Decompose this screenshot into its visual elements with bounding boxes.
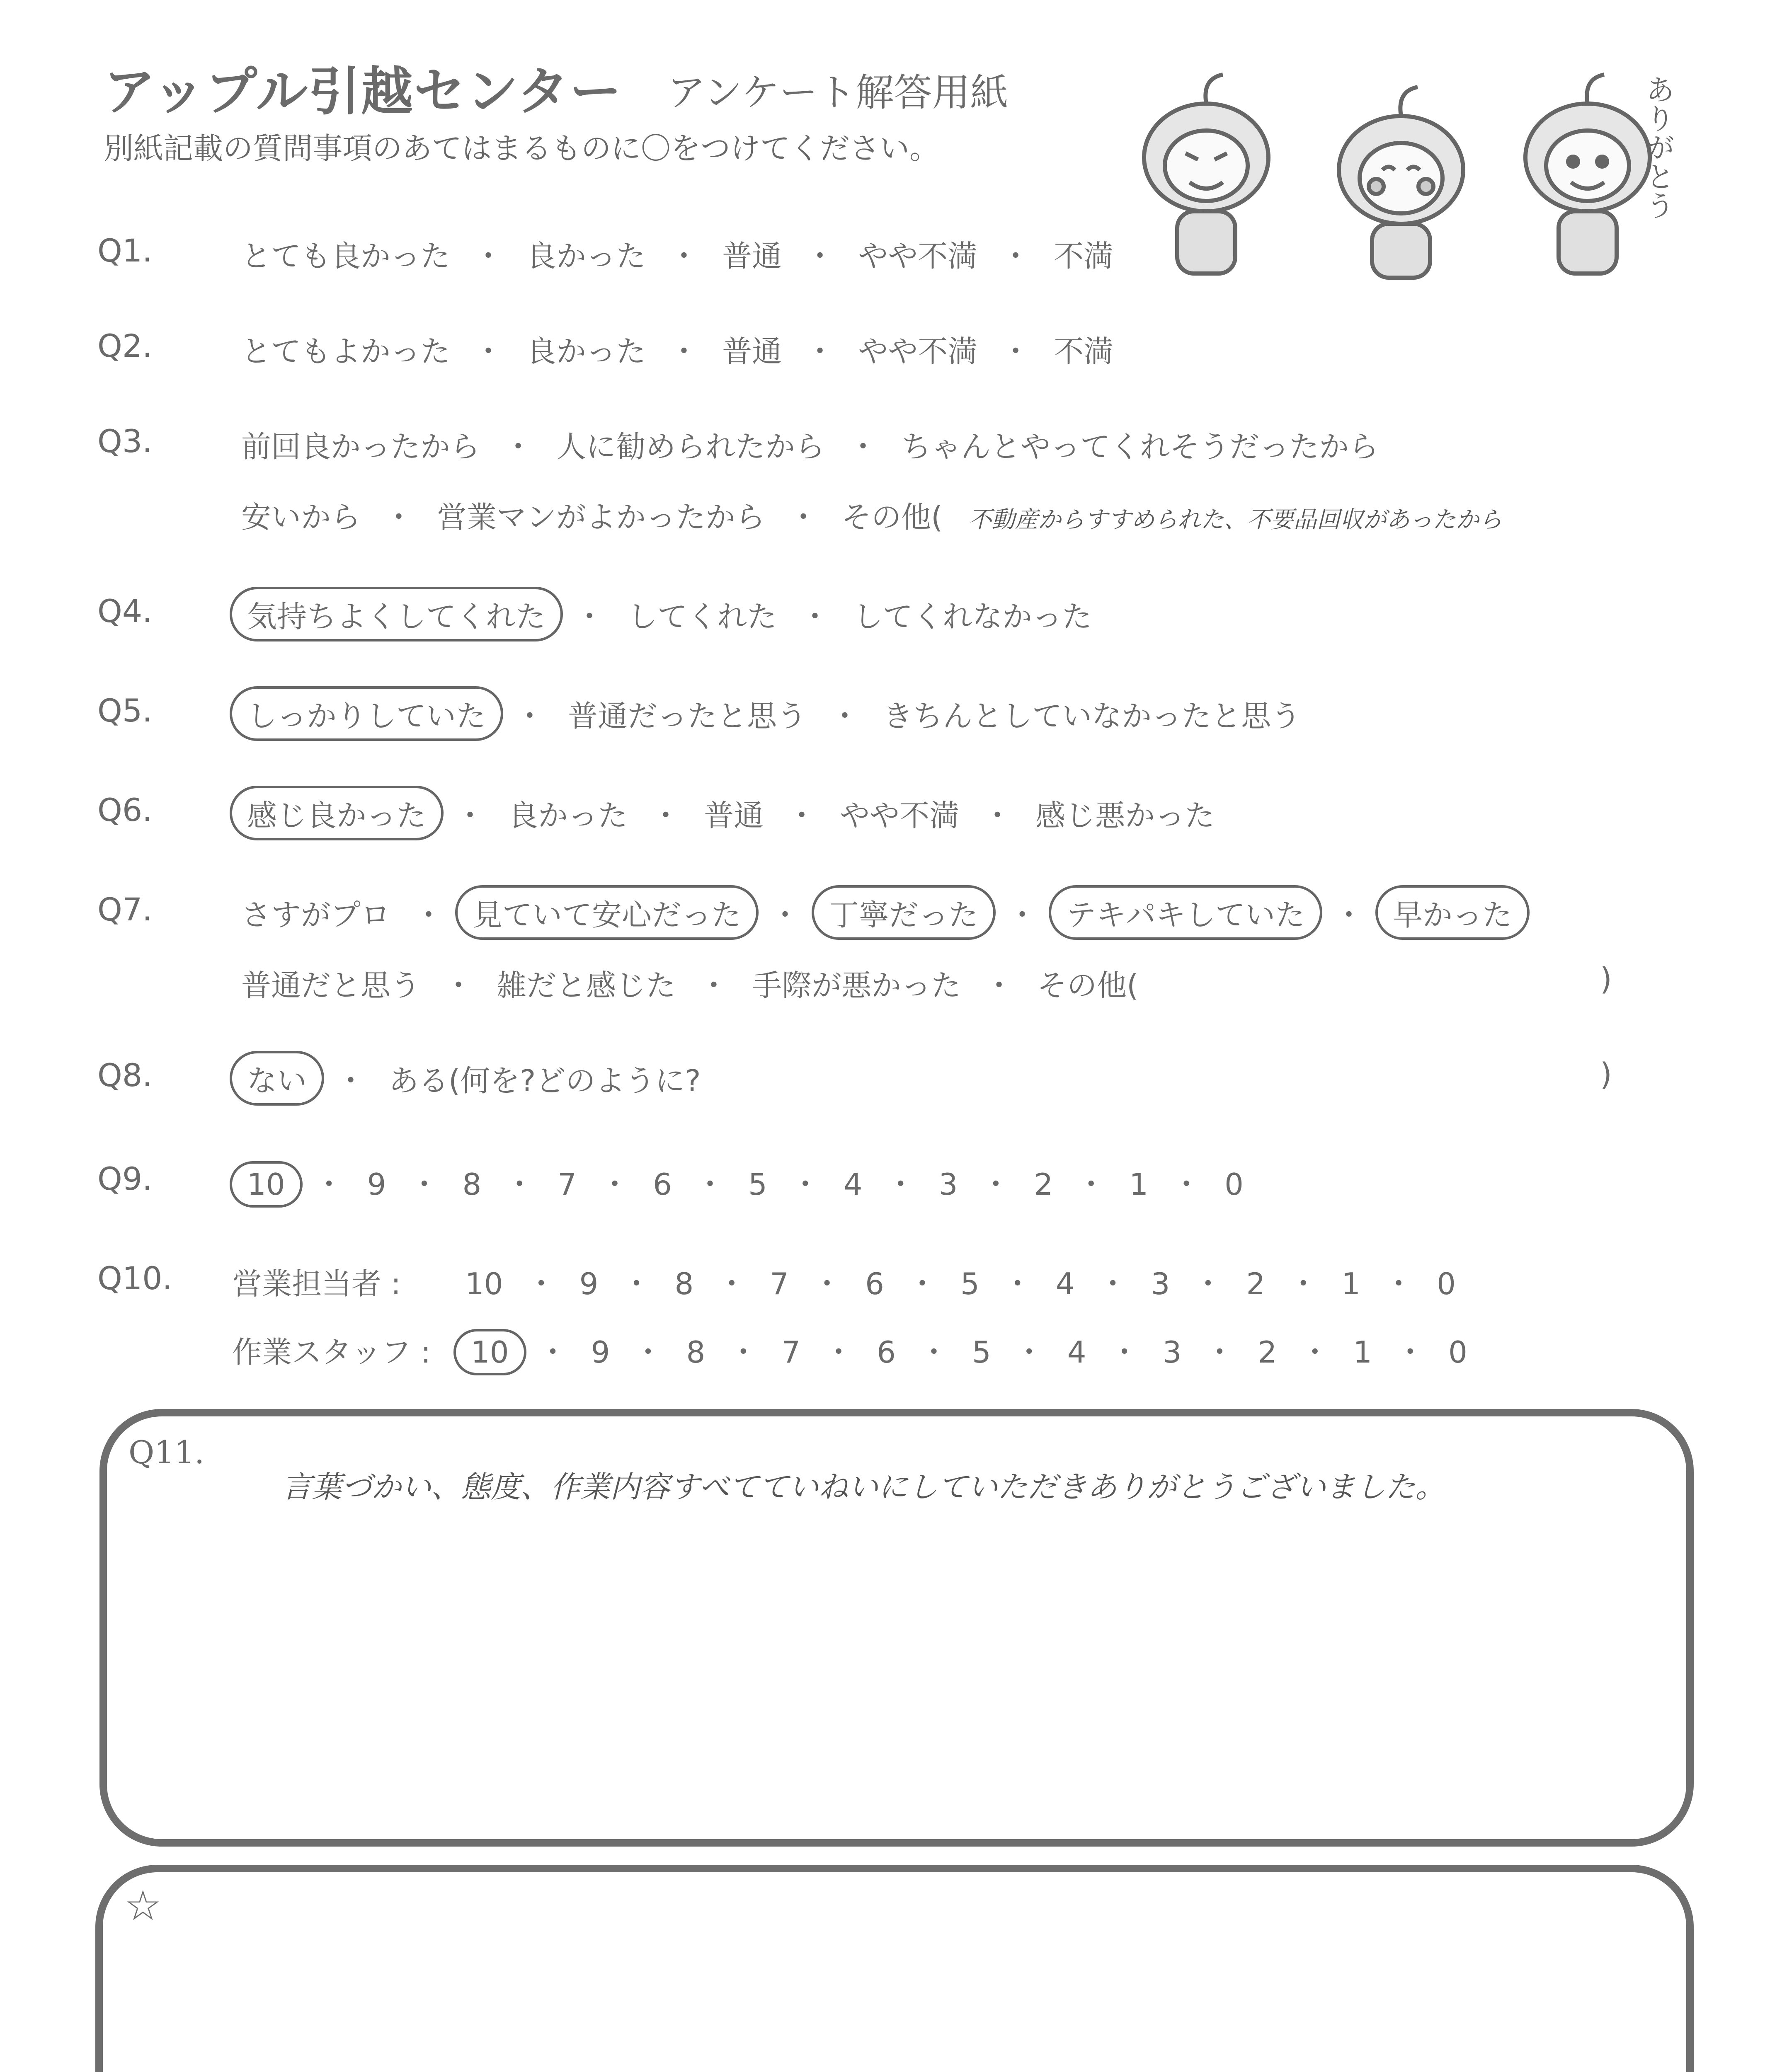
rating-option[interactable]: 9 <box>591 1335 610 1370</box>
question-options-row <box>232 493 1502 536</box>
separator-dot: ・ <box>504 1167 535 1202</box>
answer-option[interactable]: してくれなかった <box>853 599 1092 634</box>
form-title: アップル引越センター <box>104 62 623 122</box>
answer-option[interactable]: 普通 <box>722 334 782 369</box>
separator-dot: ・ <box>1007 898 1038 932</box>
rating-option[interactable]: 0 <box>1448 1335 1467 1370</box>
answer-option[interactable]: ちゃんとやってくれそうだったから <box>901 429 1379 464</box>
answer-option[interactable]: 良かった <box>508 798 628 833</box>
separator-dot: ・ <box>695 1167 725 1202</box>
separator-dot: ・ <box>651 798 681 833</box>
answer-option[interactable]: テキパキしていた <box>1049 885 1322 940</box>
separator-dot: ・ <box>1205 1335 1235 1370</box>
answer-option[interactable]: 人に勧められたから <box>556 429 825 464</box>
separator-dot: ・ <box>1109 1335 1140 1370</box>
separator-dot: ・ <box>1395 1335 1426 1370</box>
answer-option[interactable]: 6 <box>653 1167 672 1202</box>
separator-dot: ・ <box>444 968 474 1003</box>
question-options-row <box>232 792 1224 835</box>
separator-dot: ・ <box>1171 1167 1202 1202</box>
separator-dot: ・ <box>503 429 533 464</box>
answer-option[interactable]: 雑だと感じた <box>497 968 676 1003</box>
separator-dot: ・ <box>1076 1167 1106 1202</box>
answer-option[interactable]: 手際が悪かった <box>752 968 961 1003</box>
star-icon: ☆ <box>124 1881 162 1930</box>
answer-option[interactable]: 10 <box>230 1161 303 1208</box>
rating-option[interactable]: 2 <box>1246 1266 1266 1301</box>
separator-dot: ・ <box>1193 1266 1223 1301</box>
question-options-row <box>232 593 1101 636</box>
answer-option[interactable]: 0 <box>1224 1167 1244 1202</box>
answer-option[interactable]: 前回良かったから <box>241 429 480 464</box>
rating-option[interactable]: 0 <box>1437 1266 1456 1301</box>
separator-dot: ・ <box>812 1266 842 1301</box>
separator-dot: ・ <box>600 1167 630 1202</box>
question-number: Q7. <box>97 891 153 928</box>
separator-dot: ・ <box>473 334 504 369</box>
separator-dot: ・ <box>515 699 545 733</box>
answer-option[interactable]: とてもよかった <box>241 334 451 369</box>
question-options-row <box>232 1057 710 1100</box>
rating-option[interactable]: 10 <box>453 1329 526 1375</box>
separator-dot: ・ <box>409 1167 439 1202</box>
answer-option[interactable]: 9 <box>367 1167 386 1202</box>
rating-option[interactable]: 1 <box>1341 1266 1361 1301</box>
answer-option[interactable]: 見ていて安心だった <box>455 885 759 940</box>
rating-row <box>232 1328 1477 1371</box>
instruction-text: 別紙記載の質問事項のあてはまるものに〇をつけてください。 <box>104 131 940 166</box>
answer-option[interactable]: 5 <box>748 1167 767 1202</box>
rating-option[interactable]: 4 <box>1055 1266 1075 1301</box>
question-options-row <box>232 232 1123 275</box>
separator-dot: ・ <box>633 1335 663 1370</box>
answer-option[interactable]: とても良かった <box>241 239 451 274</box>
thanks-text: ありがとう <box>1641 75 1675 220</box>
question-number: Q9. <box>97 1160 153 1197</box>
answer-option[interactable]: 1 <box>1129 1167 1149 1202</box>
rating-row-label: 作業スタッフ : <box>232 1335 431 1370</box>
question-number: Q6. <box>97 792 153 828</box>
separator-dot: ・ <box>717 1266 747 1301</box>
separator-dot: ・ <box>1098 1266 1128 1301</box>
separator-dot: ・ <box>1384 1266 1414 1301</box>
separator-dot: ・ <box>526 1266 556 1301</box>
rating-row-label: 営業担当者 : <box>232 1266 401 1301</box>
answer-option[interactable]: さすがプロ <box>241 898 391 932</box>
rating-option[interactable]: 10 <box>465 1266 503 1301</box>
separator-dot: ・ <box>414 898 444 932</box>
answer-option[interactable]: 不満 <box>1054 239 1114 274</box>
answer-option[interactable]: ある(何を?どのように? <box>389 1063 701 1098</box>
answer-option[interactable]: その他( <box>841 500 943 535</box>
star-comment-box <box>95 1865 1694 2072</box>
answer-option[interactable]: してくれた <box>628 599 777 634</box>
rating-option[interactable]: 7 <box>781 1335 801 1370</box>
separator-dot: ・ <box>1002 1266 1033 1301</box>
answer-option[interactable]: 早かった <box>1375 885 1530 940</box>
q11-handwritten-comment: 言葉づかい、態度、作業内容すべてていねいにしていただきありがとうございました。 <box>282 1469 1445 1504</box>
monkey-mascot-icon <box>1127 62 1687 286</box>
question-number: Q10. <box>97 1260 172 1297</box>
separator-dot: ・ <box>699 968 729 1003</box>
answer-option[interactable]: 感じ良かった <box>230 786 444 840</box>
answer-option[interactable]: しっかりしていた <box>230 686 503 741</box>
question-number: Q8. <box>97 1057 153 1094</box>
rating-option[interactable]: 5 <box>960 1266 979 1301</box>
separator-dot: ・ <box>1001 239 1031 274</box>
rating-option[interactable]: 9 <box>579 1266 599 1301</box>
rating-option[interactable]: 6 <box>877 1335 896 1370</box>
rating-option[interactable]: 8 <box>674 1266 694 1301</box>
rating-row <box>232 1260 1465 1303</box>
separator-dot: ・ <box>787 798 817 833</box>
answer-option[interactable]: その他( <box>1037 968 1139 1003</box>
separator-dot: ・ <box>728 1335 759 1370</box>
separator-dot: ・ <box>830 699 860 733</box>
separator-dot: ・ <box>984 968 1014 1003</box>
answer-option[interactable]: 4 <box>843 1167 863 1202</box>
separator-dot: ・ <box>1001 334 1031 369</box>
rating-option[interactable]: 8 <box>686 1335 706 1370</box>
answer-option[interactable]: 普通 <box>722 239 782 274</box>
question-options-row <box>232 961 1147 1005</box>
separator-dot: ・ <box>455 798 485 833</box>
separator-dot: ・ <box>575 599 605 634</box>
separator-dot: ・ <box>538 1335 568 1370</box>
rating-option[interactable]: 1 <box>1353 1335 1372 1370</box>
answer-option[interactable]: 良かった <box>526 334 646 369</box>
question-number: Q5. <box>97 692 153 729</box>
answer-option[interactable]: やや不満 <box>858 239 978 274</box>
separator-dot: ・ <box>669 334 699 369</box>
rating-option[interactable]: 5 <box>972 1335 991 1370</box>
answer-option[interactable]: 気持ちよくしてくれた <box>230 587 563 641</box>
answer-option[interactable]: きちんとしていなかったと思う <box>883 699 1301 733</box>
separator-dot: ・ <box>336 1063 366 1098</box>
answer-option[interactable]: 3 <box>938 1167 958 1202</box>
question-number: Q4. <box>97 593 153 629</box>
separator-dot: ・ <box>788 500 819 535</box>
rating-option[interactable]: 7 <box>770 1266 789 1301</box>
separator-dot: ・ <box>1014 1335 1044 1370</box>
separator-dot: ・ <box>824 1335 854 1370</box>
question-options-row <box>232 692 1310 735</box>
separator-dot: ・ <box>473 239 504 274</box>
separator-dot: ・ <box>384 500 414 535</box>
rating-option[interactable]: 3 <box>1162 1335 1182 1370</box>
separator-dot: ・ <box>1334 898 1364 932</box>
answer-option[interactable]: 丁寧だった <box>812 885 996 940</box>
separator-dot: ・ <box>1288 1266 1319 1301</box>
closing-parenthesis: ) <box>1600 961 1612 997</box>
answer-option[interactable]: やや不満 <box>840 798 960 833</box>
question-number: Q1. <box>97 232 153 269</box>
handwritten-other-answer: 不動産からすすめられた、不要品回収があったから <box>968 506 1503 533</box>
answer-option[interactable]: 普通だったと思う <box>568 699 807 733</box>
rating-option[interactable]: 6 <box>865 1266 884 1301</box>
answer-option[interactable]: 普通だと思う <box>241 968 421 1003</box>
answer-option[interactable]: 営業マンがよかったから <box>437 500 766 535</box>
separator-dot: ・ <box>314 1167 344 1202</box>
separator-dot: ・ <box>982 798 1013 833</box>
separator-dot: ・ <box>790 1167 820 1202</box>
separator-dot: ・ <box>805 239 835 274</box>
question-options-row <box>232 327 1123 370</box>
separator-dot: ・ <box>770 898 800 932</box>
separator-dot: ・ <box>800 599 830 634</box>
separator-dot: ・ <box>1300 1335 1330 1370</box>
question-options-row <box>232 1160 1253 1203</box>
question-options-row <box>232 891 1527 934</box>
form-subtitle: アンケート解答用紙 <box>667 70 1009 115</box>
separator-dot: ・ <box>981 1167 1011 1202</box>
answer-option[interactable]: 7 <box>558 1167 577 1202</box>
answer-option[interactable]: 8 <box>462 1167 482 1202</box>
separator-dot: ・ <box>805 334 835 369</box>
question-options-row <box>232 423 1388 466</box>
question-number: Q3. <box>97 423 153 460</box>
rating-option[interactable]: 2 <box>1258 1335 1277 1370</box>
answer-option[interactable]: 普通 <box>704 798 764 833</box>
separator-dot: ・ <box>907 1266 937 1301</box>
answer-option[interactable]: ない <box>230 1051 324 1106</box>
answer-option[interactable]: 安いから <box>241 500 361 535</box>
rating-option[interactable]: 4 <box>1067 1335 1086 1370</box>
answer-option[interactable]: やや不満 <box>858 334 978 369</box>
separator-dot: ・ <box>669 239 699 274</box>
question-number: Q2. <box>97 327 153 364</box>
answer-option[interactable]: 良かった <box>526 239 646 274</box>
answer-option[interactable]: 感じ悪かった <box>1035 798 1215 833</box>
q11-label: Q11. <box>128 1434 205 1471</box>
separator-dot: ・ <box>621 1266 652 1301</box>
closing-parenthesis: ) <box>1600 1057 1612 1092</box>
answer-option[interactable]: 2 <box>1034 1167 1053 1202</box>
separator-dot: ・ <box>885 1167 916 1202</box>
rating-option[interactable]: 3 <box>1151 1266 1170 1301</box>
separator-dot: ・ <box>848 429 878 464</box>
separator-dot: ・ <box>919 1335 949 1370</box>
answer-option[interactable]: 不満 <box>1054 334 1114 369</box>
